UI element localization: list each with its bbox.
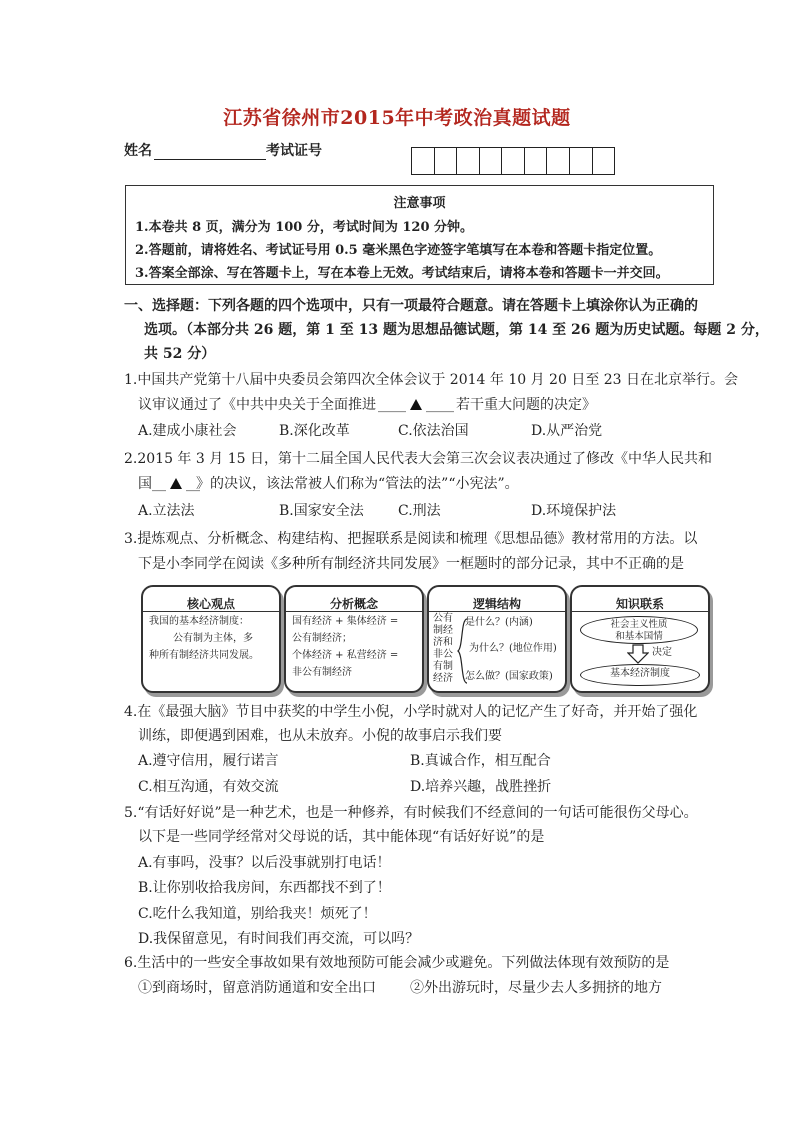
section-instructions-line: 选项。（本部分共 26 题，第 1 至 13 题为思想品德试题，第 14 至 26 题为历史试题。每题 2 分， (144, 322, 769, 338)
question-6-stem: 6.生活中的一些安全事故如果有效地预防可能会减少或避免。下列做法体现有效预防的是 (124, 955, 670, 971)
option: D.从严治党 (531, 423, 603, 439)
box-heading: 知识联系 (615, 597, 664, 611)
box-heading: 核心观点 (186, 597, 235, 611)
option: B.国家安全法 (279, 503, 364, 519)
box-text: 非公有制经济 (292, 667, 352, 678)
box-text: 国有经济 + 集体经济 = (292, 616, 399, 627)
page-title: 江苏省徐州市2015年中考政治真题试题 (223, 107, 571, 129)
q2-text-a: 国 (138, 476, 152, 492)
name-label: 姓名 (124, 143, 152, 159)
question-3-stem-cont: 下是小李同学在阅读《多种所有制经济共同发展》一框题时的部分记录，其中不正确的是 (138, 556, 684, 572)
box-text: 种所有制经济共同发展。 (149, 650, 259, 661)
name-underline (154, 145, 266, 160)
blank: ____ ____ (378, 397, 454, 413)
down-arrow-icon (627, 644, 649, 664)
option: B.让你别收拾我房间，东西都找不到了！ (138, 880, 391, 896)
diagram-box-core-view (141, 585, 281, 693)
side-label: 公有 制经 济和 非公 有制 经济 (433, 613, 453, 684)
option: C.吃什么我知道，别给我夹！烦死了！ (138, 906, 377, 922)
notice-line: 1.本卷共 8 页，满分为 100 分，考试时间为 120 分钟。 (135, 220, 474, 235)
arrow-label: 决定 (652, 647, 672, 658)
logic-item: 为什么？(地位作用) (469, 643, 557, 654)
q2-text-b: 》的决议，该法常被人们称为“管法的法”“小宪法”。 (196, 476, 519, 492)
question-1-stem-cont (138, 394, 596, 414)
notice-heading: 注意事项 (393, 196, 446, 211)
question-3-stem: 3.提炼观点、分析概念、构建结构、把握联系是阅读和梳理《思想品德》教材常用的方法。以 (124, 531, 698, 547)
question-5-stem-cont: 以下是一些同学经常对父母说的话，其中能体现“有话好好说”的是 (138, 829, 545, 845)
question-2-stem: 2.2015 年 3 月 15 日，第十二届全国人民代表大会第三次会议表决通过了修改《中华人民共和 (124, 451, 712, 467)
notice-box (125, 185, 714, 285)
option: D.环境保护法 (531, 503, 617, 519)
name-field (124, 140, 266, 160)
ellipse-top: 社会主义性质 和基本国情 (580, 616, 698, 644)
notice-line: 3.答案全部涂、写在答题卡上，写在本卷上无效。考试结束后，请将本卷和答题卡一并交回。 (135, 266, 669, 281)
q1-text-b: 若干重大问题的决定》 (456, 397, 596, 413)
option: A.有事吗，没事？以后没事就别打电话！ (138, 855, 391, 871)
question-4-stem-cont: 训练，即便遇到困难，也从未放弃。小倪的故事启示我们要 (138, 728, 502, 744)
option: A.立法法 (138, 503, 195, 519)
statement: ②外出游玩时，尽量少去人多拥挤的地方 (410, 980, 662, 996)
option: A.建成小康社会 (138, 423, 237, 439)
box-heading: 逻辑结构 (472, 597, 521, 611)
ellipse-bottom: 基本经济制度 (580, 664, 700, 686)
section-instructions-line: 一、选择题：下列各题的四个选项中，只有一项最符合题意。请在答题卡上填涂你认为正确的 (124, 298, 698, 314)
notice-line: 2.答题前，请将姓名、考试证号用 0.5 毫米黑色字迹签字笔填写在本卷和答题卡指定位置。 (135, 243, 662, 258)
option: D.培养兴趣，战胜挫折 (410, 779, 552, 795)
option: B.真诚合作，相互配合 (410, 753, 551, 769)
question-1-stem: 1.中国共产党第十八届中央委员会第四次全体会议于 2014 年 10 月 20 日至 23 日在北京举行。会 (124, 372, 739, 388)
q1-text-a: 议审议通过了《中共中央关于全面推进 (138, 397, 376, 413)
logic-item: 是什么？(内涵) (465, 617, 533, 628)
blank: __ __ (152, 476, 200, 492)
section-instructions-line: 共 52 分） (144, 346, 216, 362)
logic-item: 怎么做？(国家政策) (465, 671, 553, 682)
statement: ①到商场时，留意消防通道和安全出口 (138, 980, 376, 996)
option: D.我保留意见，有时间我们再交流，可以吗？ (138, 931, 420, 947)
box-text: 我国的基本经济制度： (149, 616, 249, 627)
exam-id-boxes (411, 147, 615, 175)
option: C.刑法 (398, 503, 441, 519)
box-text: 公有制经济； (292, 633, 352, 644)
question-4-stem: 4.在《最强大脑》节目中获奖的中学生小倪，小学时就对人的记忆产生了好奇，并开始了强化 (124, 704, 698, 720)
exam-id-label: 考试证号 (266, 143, 322, 159)
triangle-icon (170, 478, 182, 489)
diagram-box-logic (427, 585, 567, 693)
option: B.深化改革 (279, 423, 350, 439)
question-5-stem: 5.“有话好好说”是一种艺术，也是一种修养，有时候我们不经意间的一句话可能很伤父母心。 (124, 805, 698, 821)
box-text: 公有制为主体，多 (173, 633, 253, 644)
option: C.依法治国 (398, 423, 469, 439)
question-2-stem-cont (138, 473, 519, 493)
option: A.遵守信用，履行诺言 (138, 753, 279, 769)
diagram-box-connection (570, 585, 710, 693)
diagram-box-concept (284, 585, 424, 693)
triangle-icon (410, 399, 422, 410)
option: C.相互沟通，有效交流 (138, 779, 279, 795)
box-text: 个体经济 + 私营经济 = (292, 650, 399, 661)
box-heading: 分析概念 (329, 597, 378, 611)
